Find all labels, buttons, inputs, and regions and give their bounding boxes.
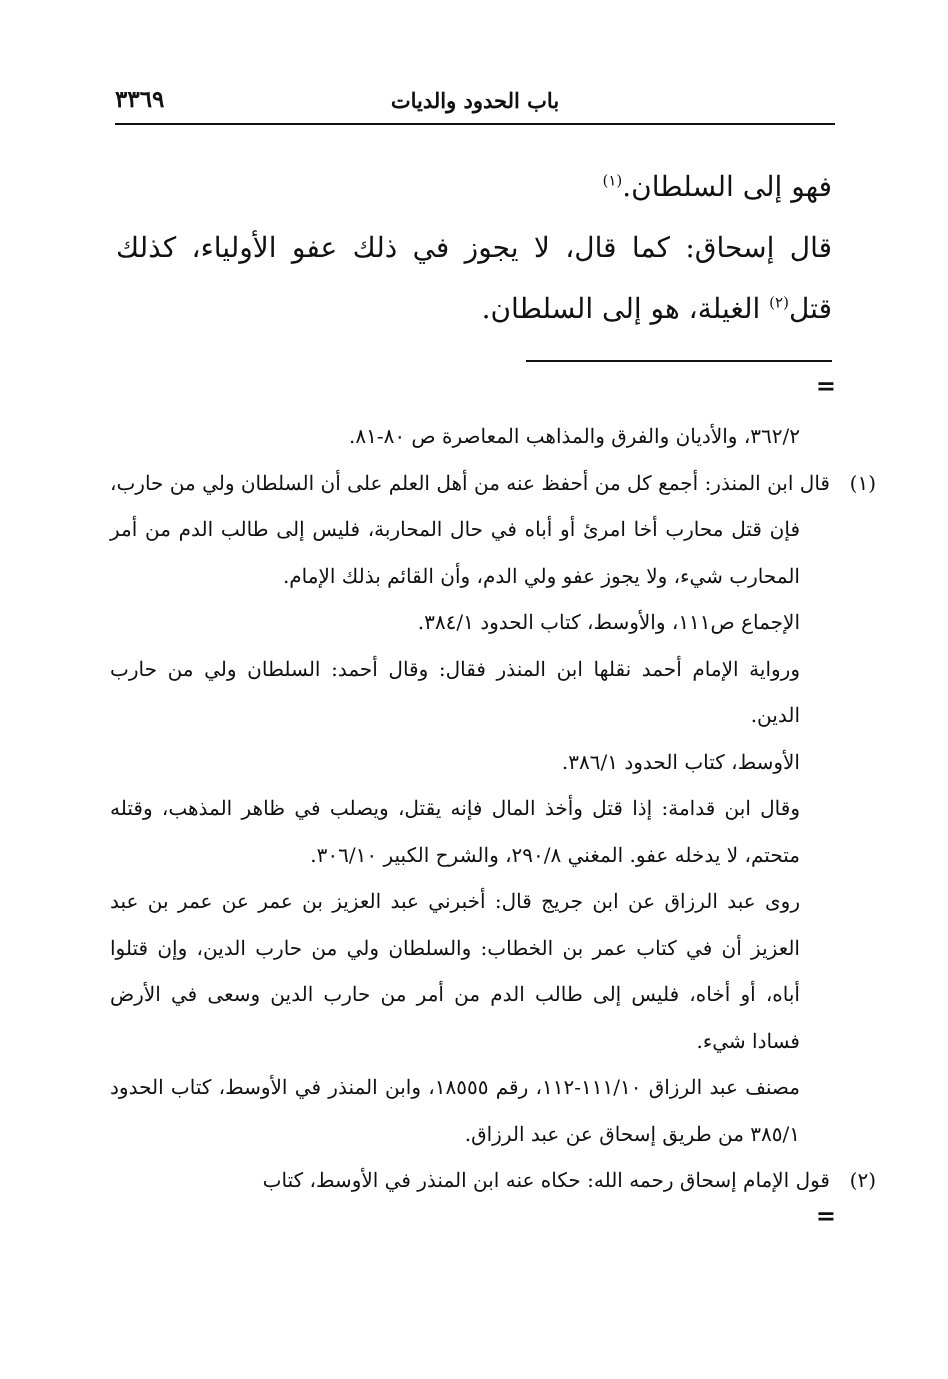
footnote-text: مصنف عبد الرزاق ١١١/١٠-١١٢، رقم ١٨٥٥٥، وابن المنذر في الأوسط، كتاب الحدود ٣٨٥/١ من طريق إسحاق عن عبد الرزاق. [110,1075,800,1146]
footnote-text: روى عبد الرزاق عن ابن جريج قال: أخبرني عبد العزيز بن عمر عن عمر بن عبد العزيز أن في كتاب عمر بن الخطاب: والسلطان ولي من حارب الدين، وإن قتلوا أباه، أو أخاه، فليس إلى طالب الدم من أمر من حارب الدين وسعى في الأرض فسادا شيء. [110,889,800,1053]
footnote-item [110,599,838,646]
main-paragraph-text: فهو إلى السلطان. [622,170,832,203]
footnote-item [110,878,838,1064]
footnote-item [110,1064,838,1157]
continuation-mark: = [815,1201,836,1230]
page-number: ٣٣٦٩ [115,86,165,113]
footnotes [110,413,876,1204]
footnote-text: الإجماع ص١١١، والأوسط، كتاب الحدود ٣٨٤/١. [417,610,800,634]
page-header [115,80,835,122]
footnote-ref: (٢) [769,293,789,312]
main-text [116,156,832,339]
main-paragraph [116,217,832,339]
header-rule [115,123,835,125]
main-paragraph-text: قال إسحاق: كما قال، لا يجوز في ذلك عفو الأولياء، كذلك قتل [116,231,832,325]
footnote-item: (٢)قول الإمام إسحاق رحمه الله: حكاه عنه ابن المنذر في الأوسط، كتاب [262,1168,876,1192]
footnote-ref: (١) [602,171,623,190]
chapter-title: باب الحدود والديات [390,88,560,113]
main-paragraph [116,156,832,217]
footnote-item [110,646,838,739]
footnote-text: قول الإمام إسحاق رحمه الله: حكاه عنه ابن المنذر في الأوسط، كتاب [262,1168,830,1192]
footnote-item [110,739,838,786]
footnote-text: ورواية الإمام أحمد نقلها ابن المنذر فقال: وقال أحمد: السلطان ولي من حارب الدين. [110,656,800,727]
footnote-item [110,413,838,460]
footnote-text: الأوسط، كتاب الحدود ٣٨٦/١. [561,749,800,774]
footnote-item [110,785,838,878]
continuation-mark: = [815,371,836,400]
footnote-item: (١)قال ابن المنذر: أجمع كل من أحفظ عنه من أهل العلم على أن السلطان ولي من حارب، فإن قتل محارب أخا امرئ أو أباه في حال المحاربة، فليس إلى طالب الدم من أمر المحارب شيء، ولا يجوز عفو ولي الدم، وأن القائم بذلك الإمام. [110,470,876,588]
footnote-text: قال ابن المنذر: أجمع كل من أحفظ عنه من أهل العلم على أن السلطان ولي من حارب، فإن قتل محارب أخا امرئ أو أباه في حال المحاربة، فليس إلى طالب الدم من أمر المحارب شيء، ولا يجوز عفو ولي الدم، وأن القائم بذلك الإمام. [110,470,830,588]
footnote-text: وقال ابن قدامة: إذا قتل وأخذ المال فإنه يقتل، ويصلب في ظاهر المذهب، وقتله متحتم، لا يدخله عفو. المغني ٢٩٠/٨، والشرح الكبير ٣٠٦/١٠. [110,796,800,867]
footnote-separator [526,360,832,362]
footnote-text: ٣٦٢/٢، والأديان والفرق والمذاهب المعاصرة ص ٨٠-٨١. [348,424,800,448]
main-paragraph-text: الغيلة، هو إلى السلطان. [481,292,770,325]
